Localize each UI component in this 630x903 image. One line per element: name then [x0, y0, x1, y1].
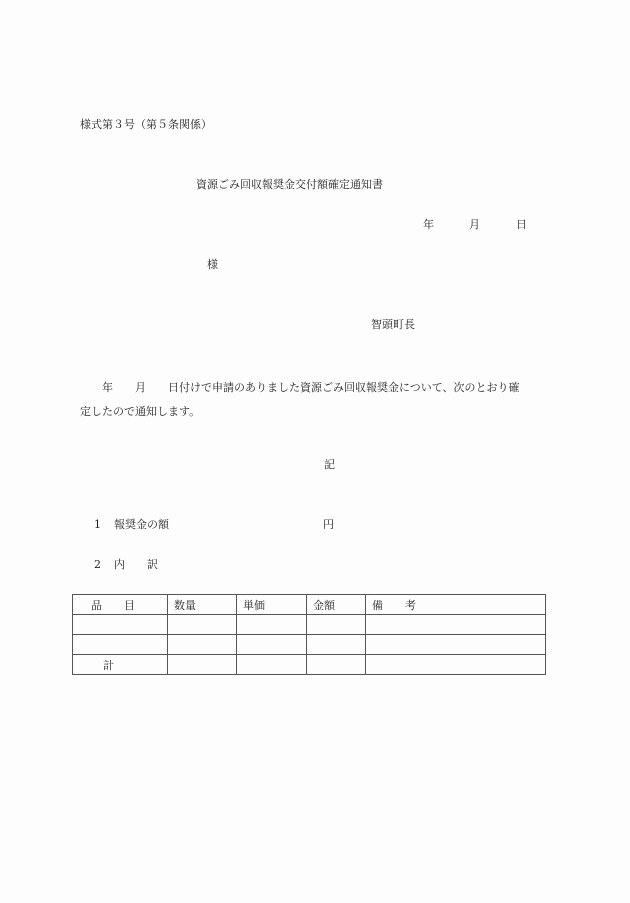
cell-remarks [366, 635, 546, 655]
cell-item [73, 615, 168, 635]
table-row [73, 615, 546, 635]
cell-quantity [168, 635, 237, 655]
cell-total-quantity [168, 655, 237, 675]
header-amount: 金額 [307, 595, 366, 615]
cell-total-remarks [366, 655, 546, 675]
cell-total-label: 計 [73, 655, 168, 675]
table-header-row [73, 595, 546, 615]
document-title: 資源ごみ回収報奨金交付額確定通知書 [196, 178, 383, 191]
body-text-line2: 定したので通知します。 [80, 405, 201, 418]
item-2-label: 内 訳 [114, 558, 158, 571]
header-quantity: 数量 [168, 595, 237, 615]
header-item: 品 目 [73, 595, 168, 615]
item-1-label: 報奨金の額 [114, 518, 169, 531]
ki-label: 記 [324, 458, 335, 471]
issuer: 智頭町長 [371, 318, 415, 331]
date-year: 年 [423, 218, 434, 231]
cell-total-amount [307, 655, 366, 675]
date-month: 月 [469, 218, 480, 231]
cell-quantity [168, 615, 237, 635]
item-1-number: 1 [94, 518, 101, 531]
header-remarks: 備 考 [366, 595, 546, 615]
cell-total-unit-price [237, 655, 307, 675]
cell-amount [307, 635, 366, 655]
item-1-unit: 円 [323, 518, 334, 531]
addressee-suffix: 様 [207, 258, 218, 271]
body-text [80, 376, 555, 424]
body-text-line1: 年 月 日付けで申請のありました資源ごみ回収報奨金について、次のとおり確 [102, 381, 520, 394]
date-day: 日 [516, 218, 527, 231]
cell-item [73, 635, 168, 655]
cell-amount [307, 615, 366, 635]
header-unit-price: 単価 [237, 595, 307, 615]
cell-unit-price [237, 615, 307, 635]
form-number: 様式第３号（第５条関係） [80, 118, 212, 131]
cell-remarks [366, 615, 546, 635]
item-2-number: 2 [94, 558, 101, 571]
breakdown-table [72, 594, 546, 675]
table-row [73, 635, 546, 655]
table-total-row [73, 655, 546, 675]
cell-unit-price [237, 635, 307, 655]
